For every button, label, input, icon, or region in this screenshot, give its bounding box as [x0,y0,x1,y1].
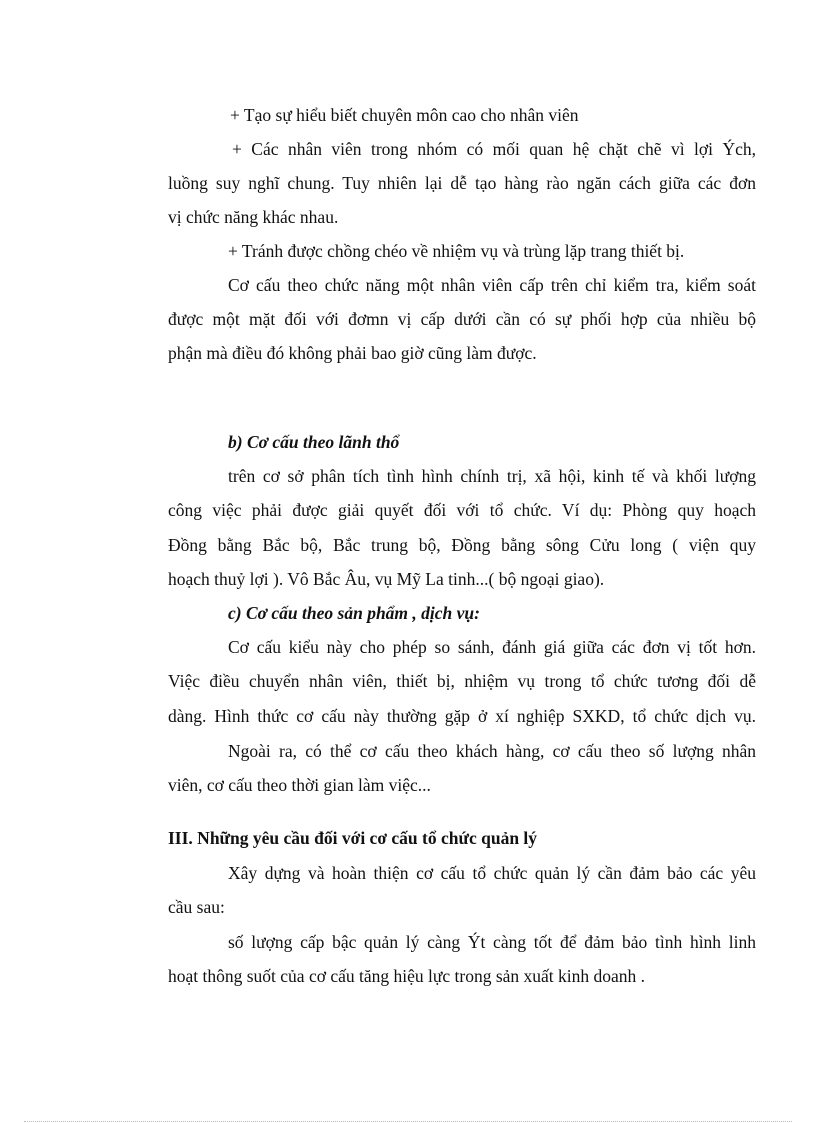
paragraph-line: hoạch thuỷ lợi ). Vô Bắc Âu, vụ Mỹ La tinh...( bộ ngoại giao). [168,569,605,589]
page-bottom-divider [24,1121,792,1122]
section-heading-product: c) Cơ cấu theo sản phẩm , dịch vụ: [228,603,480,623]
paragraph-line: vị chức năng khác nhau. [168,207,339,227]
paragraph-line: công việc phải được giải quyết đối với tổ chức. Ví dụ: Phòng quy hoạch [168,500,756,520]
paragraph-line: luồng suy nghĩ chung. Tuy nhiên lại dễ tạo hàng rào ngăn cách giữa các đơn [168,173,756,193]
paragraph-line: Cơ cấu kiểu này cho phép so sánh, đánh giá giữa các đơn vị tốt hơn. [228,637,756,657]
bullet-line-relationship: + Các nhân viên trong nhóm có mối quan hệ chặt chẽ vì lợi Ých, [232,139,756,159]
section-heading-territory: b) Cơ cấu theo lãnh thổ [228,432,400,452]
paragraph-line: trên cơ sở phân tích tình hình chính trị, xã hội, kinh tế và khối lượng [228,466,756,486]
paragraph-line: Xây dựng và hoàn thiện cơ cấu tổ chức quản lý cần đảm bảo các yêu [228,863,756,883]
paragraph-line: hoạt thông suốt của cơ cấu tăng hiệu lực trong sản xuất kinh doanh . [168,966,646,986]
paragraph-line: Cơ cấu theo chức năng một nhân viên cấp trên chỉ kiểm tra, kiểm soát [228,275,756,295]
paragraph-line: Việc điều chuyển nhân viên, thiết bị, nhiệm vụ trong tổ chức tương đối dễ [168,671,756,691]
paragraph-line: được một mặt đối với đơmn vị cấp dưới cần có sự phối hợp của nhiều bộ [168,309,756,329]
bullet-line-expertise: + Tạo sự hiểu biết chuyên môn cao cho nhân viên [230,105,579,125]
bullet-line-overlap: + Tránh được chồng chéo về nhiệm vụ và trùng lặp trang thiết bị. [228,241,685,261]
paragraph-line: cầu sau: [168,897,225,917]
paragraph-line: viên, cơ cấu theo thời gian làm việc... [168,775,431,795]
paragraph-line: số lượng cấp bậc quản lý càng Ýt càng tốt để đảm bảo tình hình linh [228,932,756,952]
paragraph-line: phận mà điều đó không phải bao giờ cũng làm được. [168,343,537,363]
paragraph-line: Ngoài ra, có thể cơ cấu theo khách hàng, cơ cấu theo số lượng nhân [228,741,756,761]
paragraph-line: Đồng bằng Bắc bộ, Bắc trung bộ, Đồng bằng sông Cửu long ( viện quy [168,535,756,555]
paragraph-line: dàng. Hình thức cơ cấu này thường gặp ở xí nghiệp SXKD, tổ chức dịch vụ. [168,706,756,726]
section-heading-requirements: III. Những yêu cầu đối với cơ cấu tổ chức quản lý [168,828,538,848]
